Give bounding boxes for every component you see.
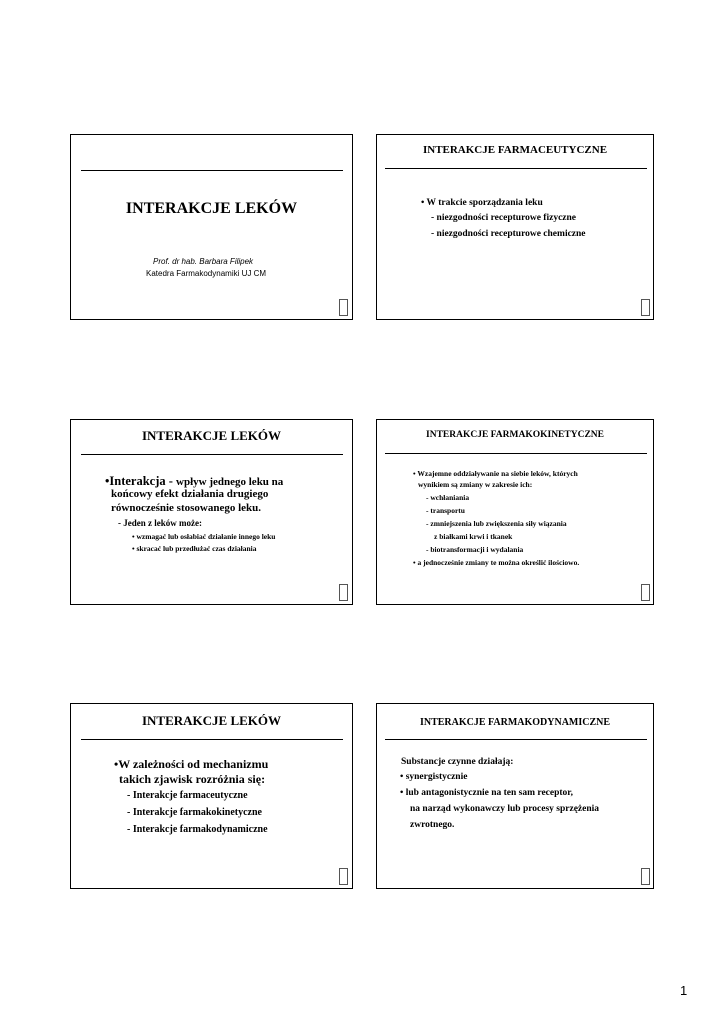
slide-4-intro: wynikiem są zmiany w zakresie ich: (418, 480, 533, 489)
slide-1-author: Prof. dr hab. Barbara Filipek (153, 257, 254, 266)
slide-5-rule (81, 739, 343, 740)
slide-3-subitem: • skracać lub przedłużać czas działania (132, 544, 257, 553)
slide-3 (70, 419, 353, 605)
slide-4-item: - wchłaniania (426, 493, 470, 502)
slide-3-sub: - Jeden z leków może: (118, 518, 202, 528)
slide-6-title: INTERAKCJE FARMAKODYNAMICZNE (419, 717, 611, 728)
slide-6-item: • lub antagonistycznie na ten sam receptor, (400, 788, 574, 798)
slide-6 (376, 703, 654, 889)
slide-5-item: - Interakcje farmaceutyczne (127, 790, 248, 801)
slide-6-item: • synergistycznie (400, 772, 468, 782)
slide-3-line: końcowy efekt działania drugiego (111, 488, 269, 500)
slide-3-subitem: • wzmagać lub osłabiać działanie innego leku (132, 532, 276, 541)
slide-5-lead: takich zjawisk rozróżnia się: (119, 772, 266, 786)
slide-2 (376, 134, 654, 320)
slide-2-item: - niezgodności recepturowe fizyczne (431, 213, 577, 223)
slide-4-item: - zmniejszenia lub zwiększenia siły wiązania (426, 519, 567, 528)
slide-5-title: INTERAKCJE LEKÓW (141, 713, 282, 728)
slide-4-rule (385, 453, 647, 454)
slide-corner-icon (641, 868, 650, 885)
slide-2-bullet: • W trakcie sporządzania leku (421, 198, 543, 208)
slide-5 (70, 703, 353, 889)
slide-5-lead: •W zależności od mechanizmu (114, 757, 269, 771)
slide-6-intro: Substancje czynne działają: (401, 757, 514, 767)
slide-3-lead-rest: wpływ jednego leku na (176, 476, 284, 488)
slide-6-item: na narząd wykonawczy lub procesy sprzężenia (410, 804, 600, 814)
slide-1-title: INTERAKCJE LEKÓW (125, 200, 298, 217)
slide-4-last: • a jednocześnie zmiany te można określić ilościowo. (413, 558, 580, 567)
slide-4-item: z białkami krwi i tkanek (434, 532, 513, 541)
slide-3-line: równocześnie stosowanego leku. (111, 502, 262, 514)
slide-3-lead-word: •Interakcja - (105, 474, 177, 488)
slide-3-title: INTERAKCJE LEKÓW (141, 428, 282, 443)
slide-4 (376, 419, 654, 605)
slide-1-rule (81, 170, 343, 171)
slide-5-item: - Interakcje farmakodynamiczne (127, 824, 268, 835)
slide-6-rule (385, 739, 647, 740)
slide-corner-icon (339, 868, 348, 885)
slide-corner-icon (339, 299, 348, 316)
slide-4-item: - biotransformacji i wydalania (426, 545, 524, 554)
slide-2-item: - niezgodności recepturowe chemiczne (431, 229, 586, 239)
slide-1 (70, 134, 353, 320)
slide-6-item: zwrotnego. (410, 820, 455, 830)
page-number: 1 (680, 983, 688, 998)
slide-4-intro: • Wzajemne oddziaływanie na siebie leków, których (413, 469, 578, 478)
slide-2-title: INTERAKCJE FARMACEUTYCZNE (422, 144, 608, 156)
slide-2-rule (385, 168, 647, 169)
slide-corner-icon (641, 584, 650, 601)
slide-5-item: - Interakcje farmakokinetyczne (127, 807, 262, 818)
slide-corner-icon (641, 299, 650, 316)
slide-4-item: - transportu (426, 506, 465, 515)
slide-1-department: Katedra Farmakodynamiki UJ CM (146, 269, 267, 278)
slide-4-title: INTERAKCJE FARMAKOKINETYCZNE (426, 430, 604, 440)
slide-3-rule (81, 454, 343, 455)
slide-corner-icon (339, 584, 348, 601)
